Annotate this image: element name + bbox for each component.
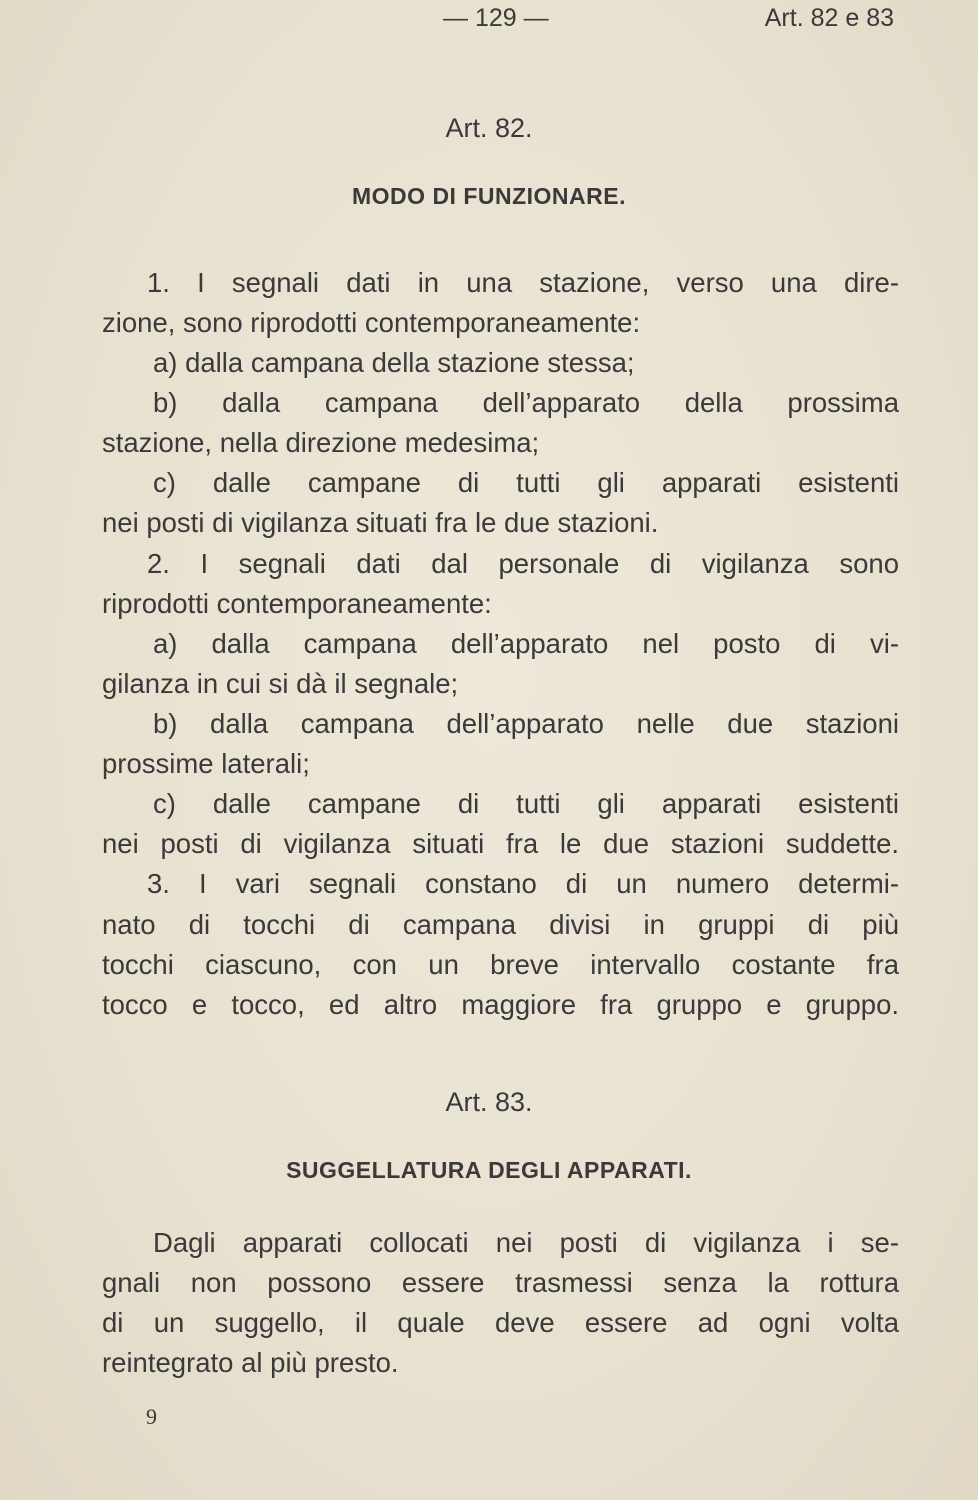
art82-line: a) dalla campana della stazione stessa; bbox=[153, 347, 635, 378]
art82-line: 3. I vari segnali constano di un numero determi- bbox=[147, 868, 899, 899]
signature-mark: 9 bbox=[146, 1404, 157, 1429]
art83-line: di un suggello, il quale deve essere ad ogni volta bbox=[102, 1307, 899, 1338]
art82-line: 1. I segnali dati in una stazione, verso una dire- bbox=[147, 267, 899, 298]
art82-line: c) dalle campane di tutti gli apparati esistenti bbox=[153, 788, 899, 819]
art83-heading: Art. 83. bbox=[445, 1087, 533, 1117]
art82-line: 2. I segnali dati dal personale di vigilanza sono bbox=[147, 548, 899, 579]
art83-line: Dagli apparati collocati nei posti di vigilanza i se- bbox=[153, 1227, 899, 1258]
art82-line: stazione, nella direzione medesima; bbox=[102, 427, 540, 458]
art82-line: nei posti di vigilanza situati fra le due stazioni. bbox=[102, 507, 659, 538]
art82-line: prossime laterali; bbox=[102, 748, 310, 779]
running-header bbox=[0, 4, 978, 40]
art82-line: a) dalla campana dell’apparato nel posto di vi- bbox=[153, 628, 899, 659]
art82-line: nato di tocchi di campana divisi in gruppi di più bbox=[102, 909, 899, 940]
art82-line: zione, sono riprodotti contemporaneamente: bbox=[102, 307, 641, 338]
header-articles: Art. 82 e 83 bbox=[764, 4, 894, 32]
art82-line: riprodotti contemporaneamente: bbox=[102, 588, 492, 619]
art82-line: tocco e tocco, ed altro maggiore fra gruppo e gruppo. bbox=[102, 989, 899, 1020]
art82-line: tocchi ciascuno, con un breve intervallo costante fra bbox=[102, 949, 899, 980]
art82-line: c) dalle campane di tutti gli apparati esistenti bbox=[153, 467, 899, 498]
art83-line: reintegrato al più presto. bbox=[102, 1347, 399, 1378]
page-number: — 129 — bbox=[443, 4, 549, 32]
art82-line: b) dalla campana dell’apparato della prossima bbox=[153, 387, 899, 418]
art83-title: SUGGELLATURA DEGLI APPARATI. bbox=[286, 1157, 692, 1183]
art83-line: gnali non possono essere trasmessi senza la rottura bbox=[102, 1267, 899, 1298]
art82-heading: Art. 82. bbox=[445, 113, 533, 143]
art82-line: b) dalla campana dell’apparato nelle due stazioni bbox=[153, 708, 899, 739]
art82-title: MODO DI FUNZIONARE. bbox=[352, 183, 626, 209]
art82-line: gilanza in cui si dà il segnale; bbox=[102, 668, 459, 699]
art82-line: nei posti di vigilanza situati fra le due stazioni suddette. bbox=[102, 828, 899, 859]
